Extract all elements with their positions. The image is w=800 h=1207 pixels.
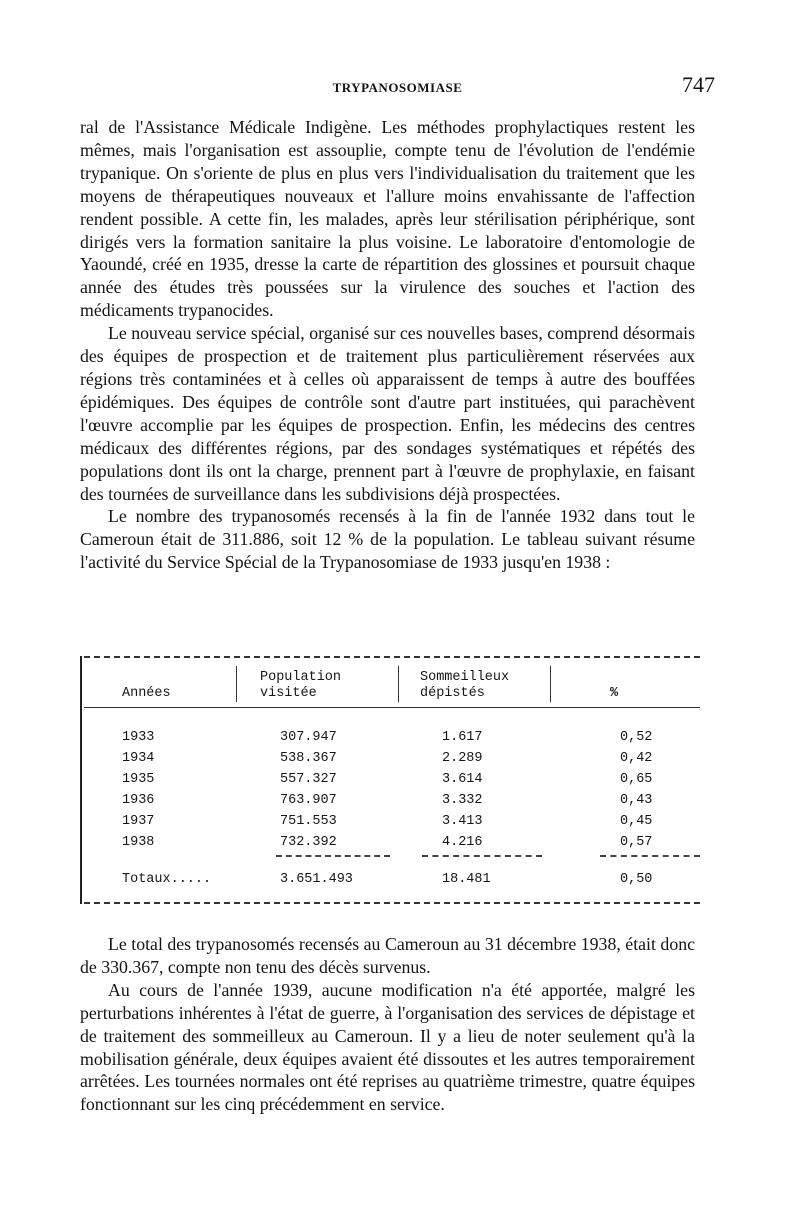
header-population-line1: Population: [260, 670, 342, 685]
header-divider: [550, 666, 551, 702]
cell-population: 538.367: [280, 751, 337, 766]
header-years: Années: [122, 686, 171, 701]
cell-year: 1933: [122, 730, 155, 745]
header-rule: [84, 707, 700, 708]
subtotal-rule: [276, 855, 390, 857]
running-head: [80, 72, 715, 102]
paragraph-4: Le total des trypanosomés recensés au Cameroun au 31 décembre 1938, était donc de 330.367, compte non tenu des décès survenus.: [80, 934, 695, 977]
cell-year: 1937: [122, 814, 155, 829]
paragraph-1: ral de l'Assistance Médicale Indigène. Les méthodes prophylactiques restent les mêmes, mais l'organisation est assouplie, compte tenu de l'évolution de l'endémie trypanique. On s'oriente de plus en plus vers l'individualisation du traitement que les moyens de thérapeutiques nouveaux et l'allure moins envahissante de l'affection rendent possible. A cette fin, les malades, après leur stérilisation périphérique, sont dirigés vers la formation sanitaire la plus voisine. Le laboratoire d'entomologie de Yaoundé, créé en 1935, dresse la carte de répartition des glossines et poursuit chaque année des études très poussées sur la virulence des souches et l'action des médicaments trypanocides.: [80, 117, 695, 321]
header-sommeilleux-line2: dépistés: [420, 686, 485, 701]
cell-year: 1938: [122, 835, 155, 850]
cell-percent: 0,65: [620, 772, 653, 787]
table-row: [80, 833, 700, 853]
body-text-top: [80, 116, 695, 574]
cell-percent: 0,57: [620, 835, 653, 850]
page-number: 747: [682, 72, 715, 97]
table-row: [80, 728, 700, 748]
cell-population: 751.553: [280, 814, 337, 829]
cell-population: 307.947: [280, 730, 337, 745]
cell-sommeilleux: 3.332: [442, 793, 483, 808]
totals-row: [80, 870, 700, 890]
cell-year: 1935: [122, 772, 155, 787]
totals-population: 3.651.493: [280, 872, 353, 887]
paragraph-3: Le nombre des trypanosomés recensés à la fin de l'année 1932 dans tout le Cameroun était de 311.886, soit 12 % de la population. Le tableau suivant résume l'activité du Service Spécial de la Trypanosomiase de 1933 jusqu'en 1938 :: [80, 506, 695, 573]
cell-percent: 0,43: [620, 793, 653, 808]
cell-sommeilleux: 2.289: [442, 751, 483, 766]
header-population-line2: visitée: [260, 686, 317, 701]
totals-percent: 0,50: [620, 872, 653, 887]
running-title: TRYPANOSOMIASE: [332, 80, 463, 95]
header-percent: %: [610, 686, 619, 701]
paragraph-5: Au cours de l'année 1939, aucune modification n'a été apportée, malgré les perturbations inhérentes à l'état de guerre, à l'organisation des services de dépistage et de traitement des sommeilleux au Cameroun. Il y a lieu de noter seulement qu'à la mobilisation générale, deux équipes avaient été dissoutes et les autres temporairement arrêtées. Les tournées normales ont été reprises au quatrième trimestre, quatre équipes fonctionnant sur les cinq précédemment en service.: [80, 979, 695, 1115]
cell-sommeilleux: 3.614: [442, 772, 483, 787]
trypanosomiasis-table: [80, 648, 700, 912]
cell-population: 557.327: [280, 772, 337, 787]
totals-label: Totaux.....: [122, 872, 212, 887]
header-divider: [236, 666, 237, 702]
totals-sommeilleux: 18.481: [442, 872, 491, 887]
table-row: [80, 812, 700, 832]
body-text-bottom: [80, 933, 695, 1116]
table-row: [80, 791, 700, 811]
table-row: [80, 770, 700, 790]
cell-percent: 0,42: [620, 751, 653, 766]
cell-sommeilleux: 3.413: [442, 814, 483, 829]
cell-sommeilleux: 4.216: [442, 835, 483, 850]
header-divider: [398, 666, 399, 702]
cell-population: 763.907: [280, 793, 337, 808]
cell-population: 732.392: [280, 835, 337, 850]
table-row: [80, 749, 700, 769]
subtotal-rule: [600, 855, 700, 857]
paragraph-2: Le nouveau service spécial, organisé sur ces nouvelles bases, comprend désormais des équipes de prospection et de traitement plus particulièrement réservées aux régions très contaminées et à celles où apparaissent de temps à autre des bouffées épidémiques. Des équipes de contrôle sont d'autre part instituées, qui parachèvent l'œuvre accomplie par les équipes de prospection. Enfin, les médecins des centres médicaux des différentes régions, par des sondages systématiques et répétés des populations dont ils ont la charge, prennent part à l'œuvre de prophylaxie, en faisant des tournées de surveillance dans les subdivisions déjà prospectées.: [80, 323, 695, 504]
cell-percent: 0,45: [620, 814, 653, 829]
cell-percent: 0,52: [620, 730, 653, 745]
cell-year: 1936: [122, 793, 155, 808]
table-bottom-rule: [84, 902, 700, 904]
table-top-rule: [84, 656, 700, 658]
subtotal-rule: [422, 855, 542, 857]
cell-sommeilleux: 1.617: [442, 730, 483, 745]
cell-year: 1934: [122, 751, 155, 766]
header-sommeilleux-line1: Sommeilleux: [420, 670, 510, 685]
